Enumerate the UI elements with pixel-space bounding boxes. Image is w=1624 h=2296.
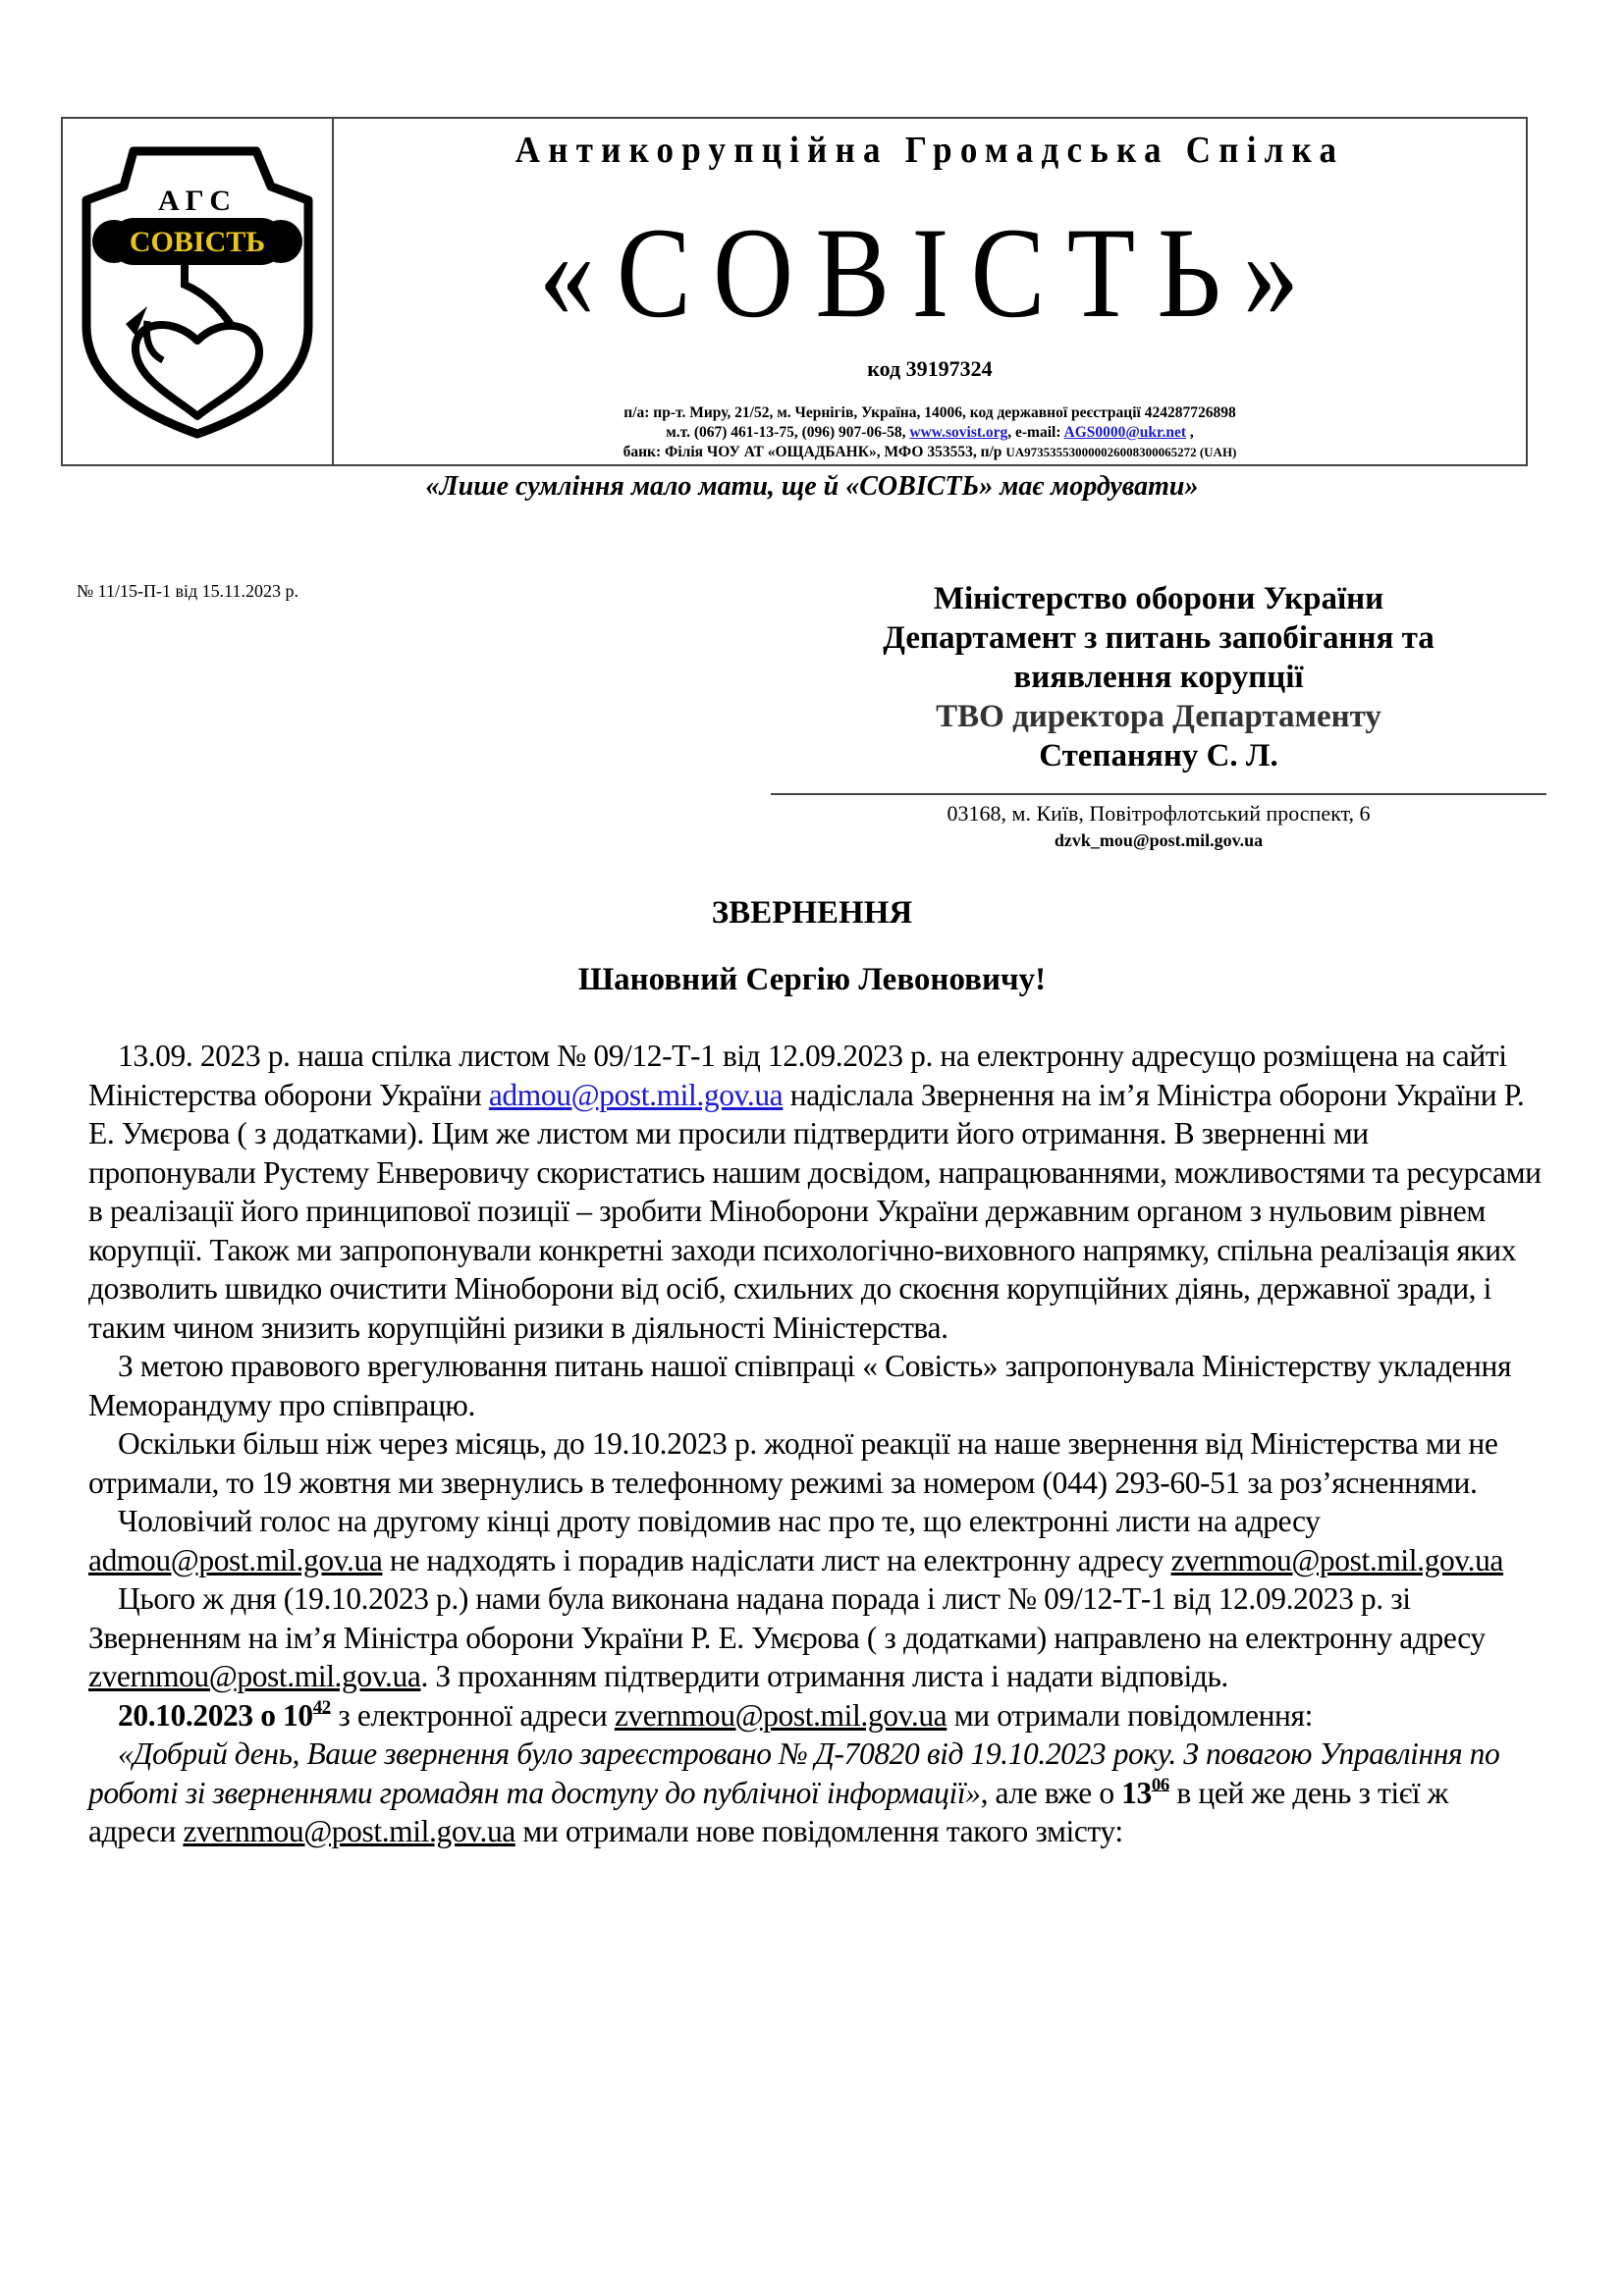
paragraph-5-text-a: Цього ж дня (19.10.2023 р.) нами була виконана надана порада і лист № 09/12-Т-1 від 12.09.2023 р. зі Зверненням на ім’я Міністра оборони України Р. Е. Умєрова ( з додатками) направлено на електронну адресу — [88, 1581, 1486, 1655]
org-code: код 39197324 — [867, 356, 993, 381]
paragraph-6 — [88, 1696, 1542, 1735]
paragraph-7-text-a: , але вже о — [980, 1775, 1122, 1810]
svg-text:СОВІСТЬ: СОВІСТЬ — [129, 226, 266, 258]
slogan: «Лише сумління мало мати, ще й «СОВІСТЬ» має мордувати» — [425, 471, 1199, 502]
recipient-email: dzvk_mou@post.mil.gov.ua — [1054, 830, 1264, 850]
recipient-department-1: Департамент з питань запобігання та — [883, 620, 1435, 656]
iban: UA973535530000026008300065272 (UAH) — [1005, 445, 1237, 459]
paragraph-5-text-b: . З проханням підтвердити отримання листа і надати відповідь. — [420, 1659, 1228, 1693]
admou-email-link[interactable]: admou@post.mil.gov.ua — [488, 1077, 784, 1112]
received-datetime — [118, 1698, 331, 1733]
recipient-department-2: виявлення корупції — [1013, 660, 1304, 695]
paragraph-7 — [88, 1735, 1542, 1851]
zvernmou-email-link-4[interactable]: zvernmou@post.mil.gov.ua — [183, 1814, 515, 1848]
shield-heart-logo-icon — [75, 139, 320, 444]
recipient-address: 03168, м. Київ, Повітрофлотський проспект, 6 — [947, 801, 1371, 826]
paragraph-5 — [88, 1579, 1542, 1696]
recipient-block — [771, 579, 1546, 775]
org-contacts — [334, 423, 1526, 443]
paragraph-6-text-b: ми отримали повідомлення: — [947, 1697, 1313, 1733]
logo-cell — [63, 119, 334, 464]
paragraph-2: З метою правового врегулювання питань нашої співпраці « Совість» запропонувала Міністерству укладення Меморандуму про співпрацю. — [88, 1349, 1512, 1422]
received-date: 20.10.2023 о 10 — [118, 1697, 313, 1733]
paragraph-1 — [88, 1037, 1542, 1347]
org-phones: м.т. (067) 461-13-75, (096) 907-06-58, — [666, 424, 910, 441]
letterhead — [61, 117, 1528, 466]
org-bank — [334, 443, 1526, 462]
recipient-position: ТВО директора Департаменту — [936, 699, 1381, 734]
org-type: Антикорупційна Громадська Спілка — [514, 130, 1345, 171]
paragraph-3: Оскільки більш ніж через місяць, до 19.10.2023 р. жодної реакції на наше звернення від Міністерства ми не отримали, то 19 жовтня ми звернулись в телефонному режимі за номером (044) 293-60-51 за роз’ясненнями. — [88, 1426, 1498, 1500]
svg-text:АГС: АГС — [157, 185, 238, 217]
paragraph-1-text-a: 13.09. 2023 р. наша спілка листом № 09/12-Т-1 від 12.09.2023 р. на електронну адресущо розміщена на сайті Міністерства оборони України — [88, 1039, 1507, 1112]
second-reply-hour: 13 — [1121, 1775, 1152, 1810]
website-link[interactable]: www.sovist.org — [909, 424, 1008, 441]
letter-body — [88, 1037, 1542, 1851]
second-reply-minutes: 06 — [1151, 1774, 1169, 1795]
bank-label: банк: Філія ЧОУ АТ «ОЩАДБАНК», МФО 353553, п/р — [623, 444, 1006, 460]
paragraph-4-text-a: Чоловічий голос на другому кінці дроту повідомив нас про те, що електронні листи на адресу — [118, 1504, 1321, 1538]
recipient-ministry: Міністерство оборони України — [933, 581, 1384, 616]
paragraph-7-text-b: в цей же день з тієї ж адреси — [88, 1775, 1449, 1848]
salutation: Шановний Сергію Левоновичу! — [577, 962, 1047, 997]
paragraph-7-text-c: ми отримали нове повідомлення такого змісту: — [514, 1814, 1123, 1848]
paragraph-4-text-b: не надходять і порадив надіслати лист на електронну адресу — [382, 1542, 1171, 1577]
recipient-name: Степаняну С. Л. — [1039, 738, 1278, 774]
email-suffix: , — [1186, 424, 1194, 441]
letterhead-title — [334, 119, 1526, 464]
email-label: , e-mail: — [1007, 424, 1064, 441]
zvernmou-email-link-2[interactable]: zvernmou@post.mil.gov.ua — [88, 1659, 421, 1693]
received-minutes: 42 — [312, 1696, 331, 1718]
org-name: «СОВІСТЬ» — [538, 200, 1322, 345]
paragraph-6-text-a: з електронної адреси — [330, 1697, 615, 1733]
recipient-divider — [771, 793, 1546, 795]
zvernmou-email-link-3[interactable]: zvernmou@post.mil.gov.ua — [614, 1697, 947, 1733]
zvernmou-email-link[interactable]: zvernmou@post.mil.gov.ua — [1170, 1542, 1504, 1577]
document-heading: ЗВЕРНЕННЯ — [711, 895, 913, 931]
paragraph-1-text-b: надіслала Звернення на ім’я Міністра оборони України Р. Е. Умєрова ( з додатками). Цим же листом ми просили підтвердити його отримання. В зверненні ми пропонували Рустему Енверовичу скористатись нашим досвідом, напрацюваннями, можливостями та ресурсами в реалізації його принципової позиції – зробити Міноборони України державним органом з нульовим рівнем корупції. Також ми запропонували конкретні заходи психологічно-виховного напрямку, спільна реалізація яких дозволить швидко очистити Міноборони від осіб, схильних до скоєння корупційних діянь, державної зради, і таким чином знизить корупційні ризики в діяльності Міністерства. — [88, 1077, 1542, 1345]
org-address: п/а: пр-т. Миру, 21/52, м. Чернігів, Україна, 14006, код державної реєстрації 424287726898 — [623, 404, 1236, 421]
org-email-link[interactable]: AGS0000@ukr.net — [1063, 424, 1187, 441]
admou-email-link-2[interactable]: admou@post.mil.gov.ua — [88, 1542, 383, 1577]
second-reply-time — [1121, 1776, 1169, 1810]
reference-number: № 11/15-П-1 від 15.11.2023 р. — [77, 581, 298, 601]
quoted-reply: «Добрий день, Ваше звернення було зареєстровано № Д-70820 від 19.10.2023 року. З повагою Управління по роботі зі зверненнями громадян та доступу до публічної інформації» — [88, 1736, 1500, 1810]
org-contact-details — [334, 403, 1526, 462]
paragraph-4 — [88, 1502, 1542, 1579]
